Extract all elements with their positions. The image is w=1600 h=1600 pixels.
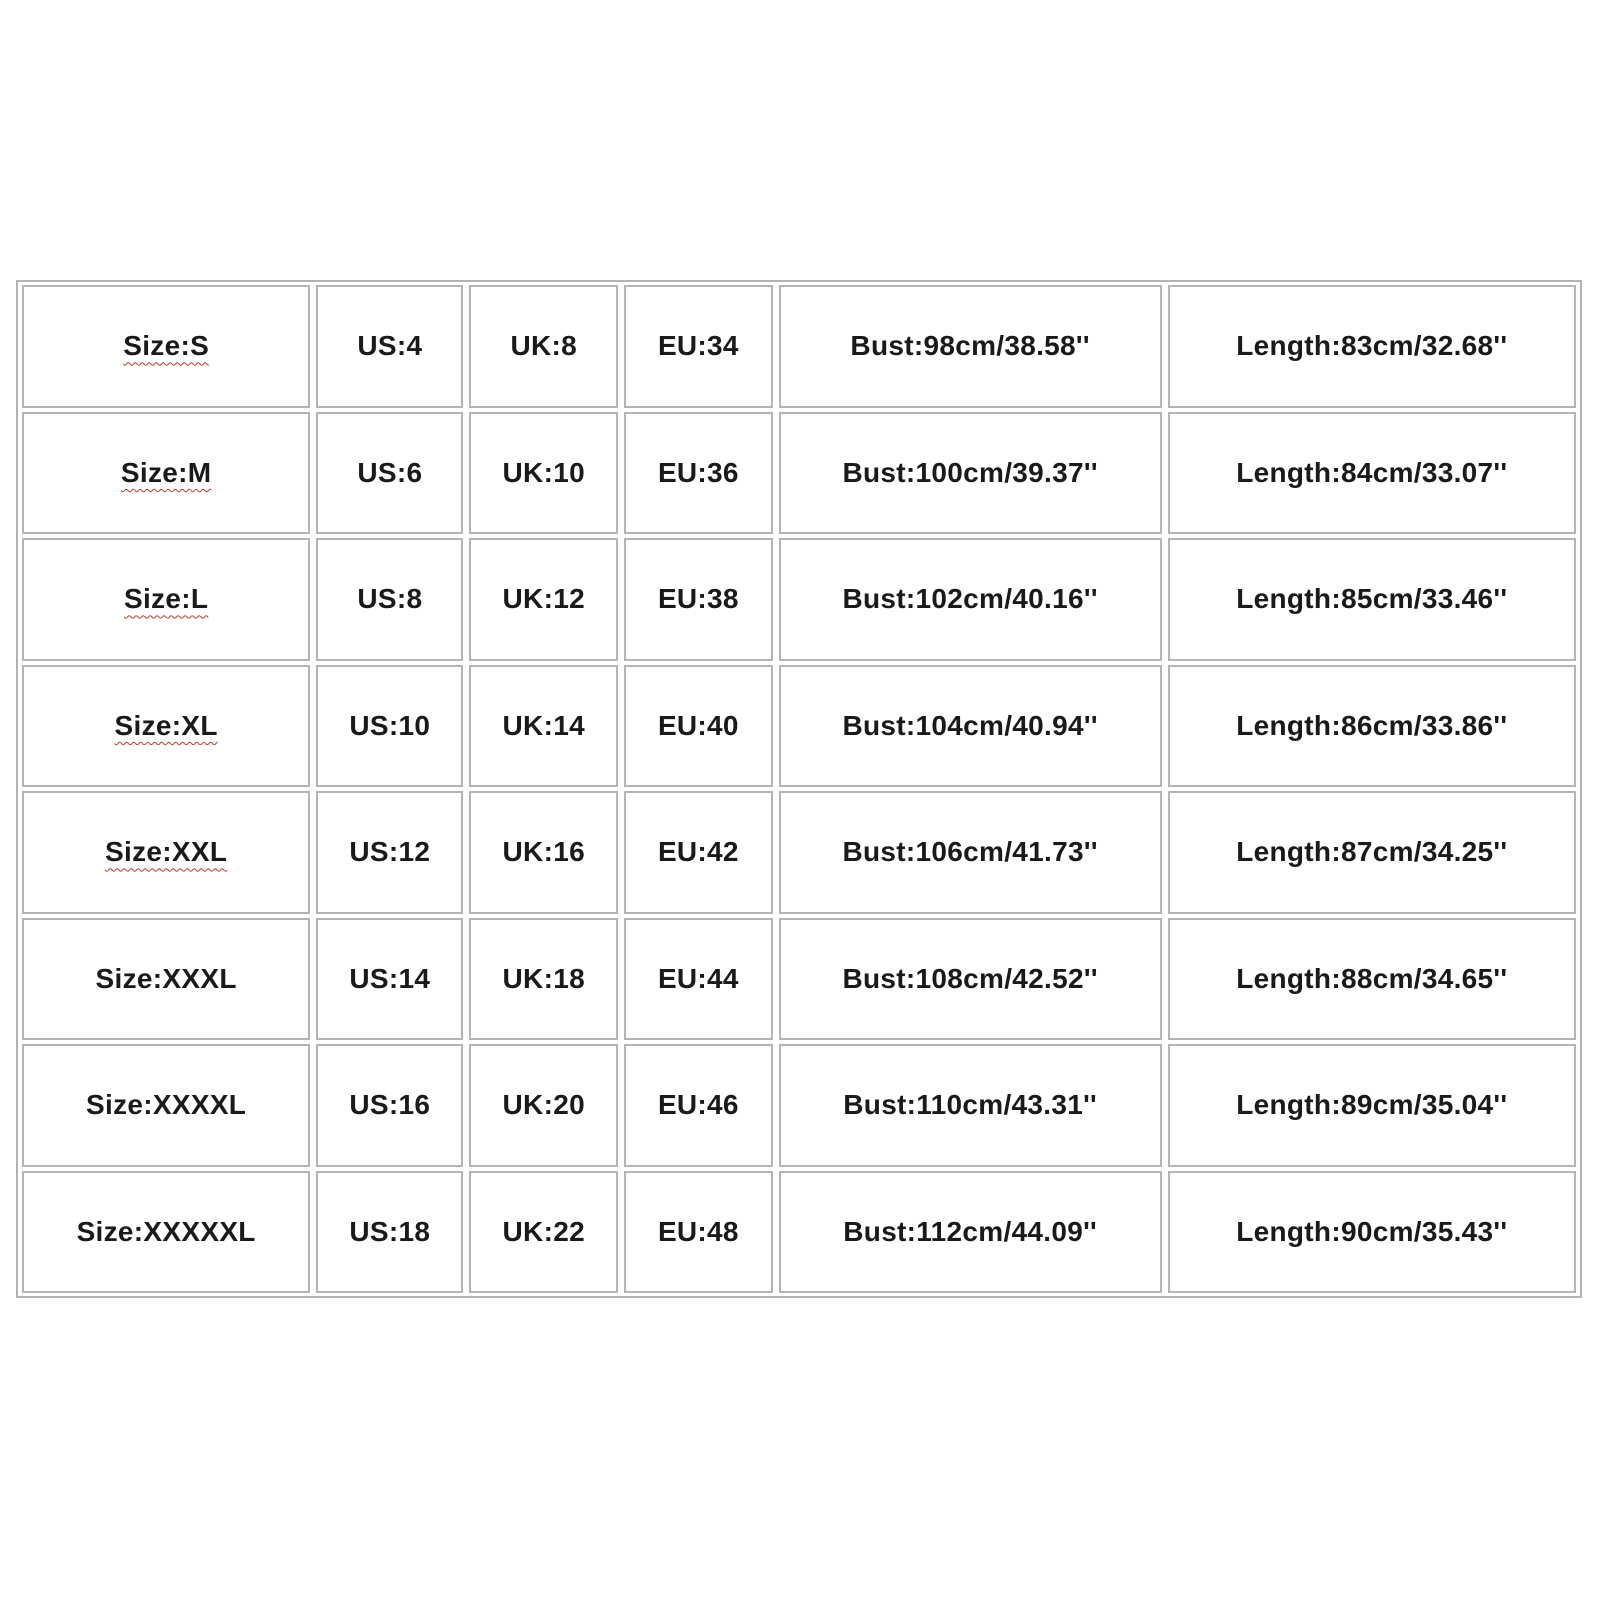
size-cell	[22, 1171, 310, 1294]
bust-cell: Bust:112cm/44.09''	[779, 1171, 1162, 1294]
eu-size-cell: EU:36	[624, 412, 773, 535]
us-size-cell: US:10	[316, 665, 463, 788]
uk-size-cell: UK:8	[469, 285, 618, 408]
size-row	[22, 791, 1576, 914]
uk-size-cell: UK:16	[469, 791, 618, 914]
size-label: Size:L	[124, 583, 209, 615]
size-label: Size:XXXL	[95, 962, 237, 994]
size-label: Size:XL	[114, 709, 218, 741]
size-row	[22, 918, 1576, 1041]
us-size-cell: US:6	[316, 412, 463, 535]
eu-size-cell: EU:46	[624, 1044, 773, 1167]
eu-size-cell: EU:42	[624, 791, 773, 914]
uk-size-cell: UK:22	[469, 1171, 618, 1294]
uk-size-cell: UK:14	[469, 665, 618, 788]
bust-cell: Bust:106cm/41.73''	[779, 791, 1162, 914]
length-cell: Length:83cm/32.68''	[1168, 285, 1576, 408]
bust-cell: Bust:98cm/38.58''	[779, 285, 1162, 408]
bust-cell: Bust:102cm/40.16''	[779, 538, 1162, 661]
length-cell: Length:89cm/35.04''	[1168, 1044, 1576, 1167]
size-row	[22, 285, 1576, 408]
bust-cell: Bust:104cm/40.94''	[779, 665, 1162, 788]
eu-size-cell: EU:48	[624, 1171, 773, 1294]
bust-cell: Bust:100cm/39.37''	[779, 412, 1162, 535]
bust-cell: Bust:108cm/42.52''	[779, 918, 1162, 1041]
length-cell: Length:85cm/33.46''	[1168, 538, 1576, 661]
uk-size-cell: UK:20	[469, 1044, 618, 1167]
size-row	[22, 1044, 1576, 1167]
us-size-cell: US:14	[316, 918, 463, 1041]
us-size-cell: US:8	[316, 538, 463, 661]
size-cell	[22, 412, 310, 535]
size-cell	[22, 538, 310, 661]
uk-size-cell: UK:18	[469, 918, 618, 1041]
size-label: Size:M	[120, 456, 212, 488]
size-label: Size:XXXXL	[86, 1089, 247, 1121]
size-label: Size:XXXXXL	[76, 1215, 256, 1247]
eu-size-cell: EU:34	[624, 285, 773, 408]
eu-size-cell: EU:44	[624, 918, 773, 1041]
uk-size-cell: UK:12	[469, 538, 618, 661]
us-size-cell: US:18	[316, 1171, 463, 1294]
length-cell: Length:90cm/35.43''	[1168, 1171, 1576, 1294]
size-cell	[22, 1044, 310, 1167]
us-size-cell: US:12	[316, 791, 463, 914]
size-row	[22, 412, 1576, 535]
size-cell	[22, 791, 310, 914]
size-label: Size:XXL	[105, 836, 228, 868]
length-cell: Length:88cm/34.65''	[1168, 918, 1576, 1041]
eu-size-cell: EU:38	[624, 538, 773, 661]
uk-size-cell: UK:10	[469, 412, 618, 535]
size-cell	[22, 918, 310, 1041]
length-cell: Length:87cm/34.25''	[1168, 791, 1576, 914]
size-row	[22, 538, 1576, 661]
length-cell: Length:84cm/33.07''	[1168, 412, 1576, 535]
bust-cell: Bust:110cm/43.31''	[779, 1044, 1162, 1167]
size-row	[22, 1171, 1576, 1294]
size-chart-table	[16, 281, 1582, 1297]
size-row	[22, 665, 1576, 788]
size-cell	[22, 665, 310, 788]
size-chart	[16, 280, 1582, 1298]
eu-size-cell: EU:40	[624, 665, 773, 788]
size-label: Size:S	[123, 330, 210, 362]
size-cell	[22, 285, 310, 408]
length-cell: Length:86cm/33.86''	[1168, 665, 1576, 788]
us-size-cell: US:16	[316, 1044, 463, 1167]
us-size-cell: US:4	[316, 285, 463, 408]
